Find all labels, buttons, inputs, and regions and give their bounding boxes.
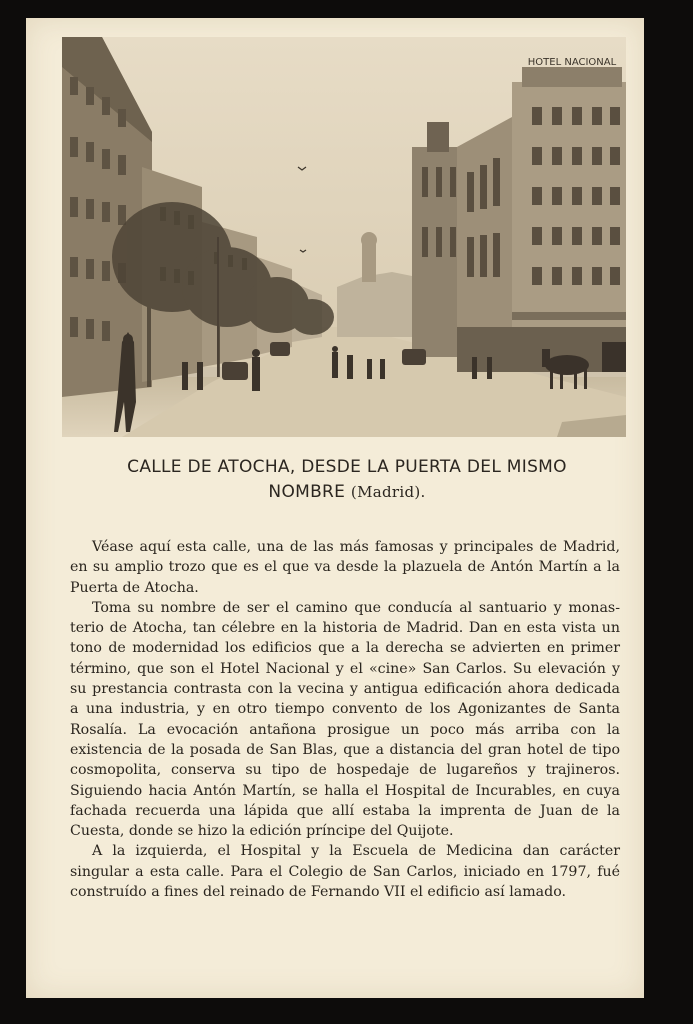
title-line-1: CALLE DE ATOCHA, DESDE LA PUERTA DEL MISMO xyxy=(127,457,567,477)
title-line-2-sub: (Madrid). xyxy=(350,483,426,501)
hotel-sign: HOTEL NACIONAL xyxy=(527,57,617,68)
lamp-post xyxy=(217,237,219,377)
photo-illustration xyxy=(62,37,626,437)
title-line-2 xyxy=(58,480,636,505)
street-photograph xyxy=(62,37,626,437)
paragraph-3: A la izquierda, el Hospital y la Escuela de Medicina dan carácter singular a esta calle. Para el Colegio de San Carlos, iniciado en 1797, fué construído a fines del reinado de Fernando VII el edificio así lamado. xyxy=(70,843,620,901)
title-line-2-main: NOMBRE xyxy=(268,482,346,502)
paragraph-1: Véase aquí esta calle, una de las más famosas y principales de Madrid, en su amplio trozo que es el que va desde la plazuela de Antón Martín a la Puerta de Atocha. xyxy=(70,539,620,596)
description-text xyxy=(70,537,620,902)
postcard-title xyxy=(58,455,636,505)
paragraph-2: Toma su nombre de ser el camino que conducía al santuario y monasterio de Atocha, tan célebre en la historia de Madrid. Dan en esta vista un tono de modernidad los edificios que a la derecha se advierten en primer término, que son el Hotel Nacional y el «cine» San Carlos. Su elevación y su prestancia contrasta con la vecina y antigua edificación ahora dedicada a una industria, y en otro tiempo convento de los Agonizantes de Santa Rosalía. La evocación antañona prosigue un poco más arriba con la existencia de la posada de San Blas, que a distancia del gran hotel de tipo cosmopolita, conserva su tipo de hospedaje de lugareños y trajineros. Siguiendo hacia Antón Martín, se halla el Hospital de Incurables, en cuya fachada recuerda una lápida que allí estaba la imprenta de Juan de la Cuesta, donde se hizo la edición príncipe del Quijote. xyxy=(70,599,620,840)
